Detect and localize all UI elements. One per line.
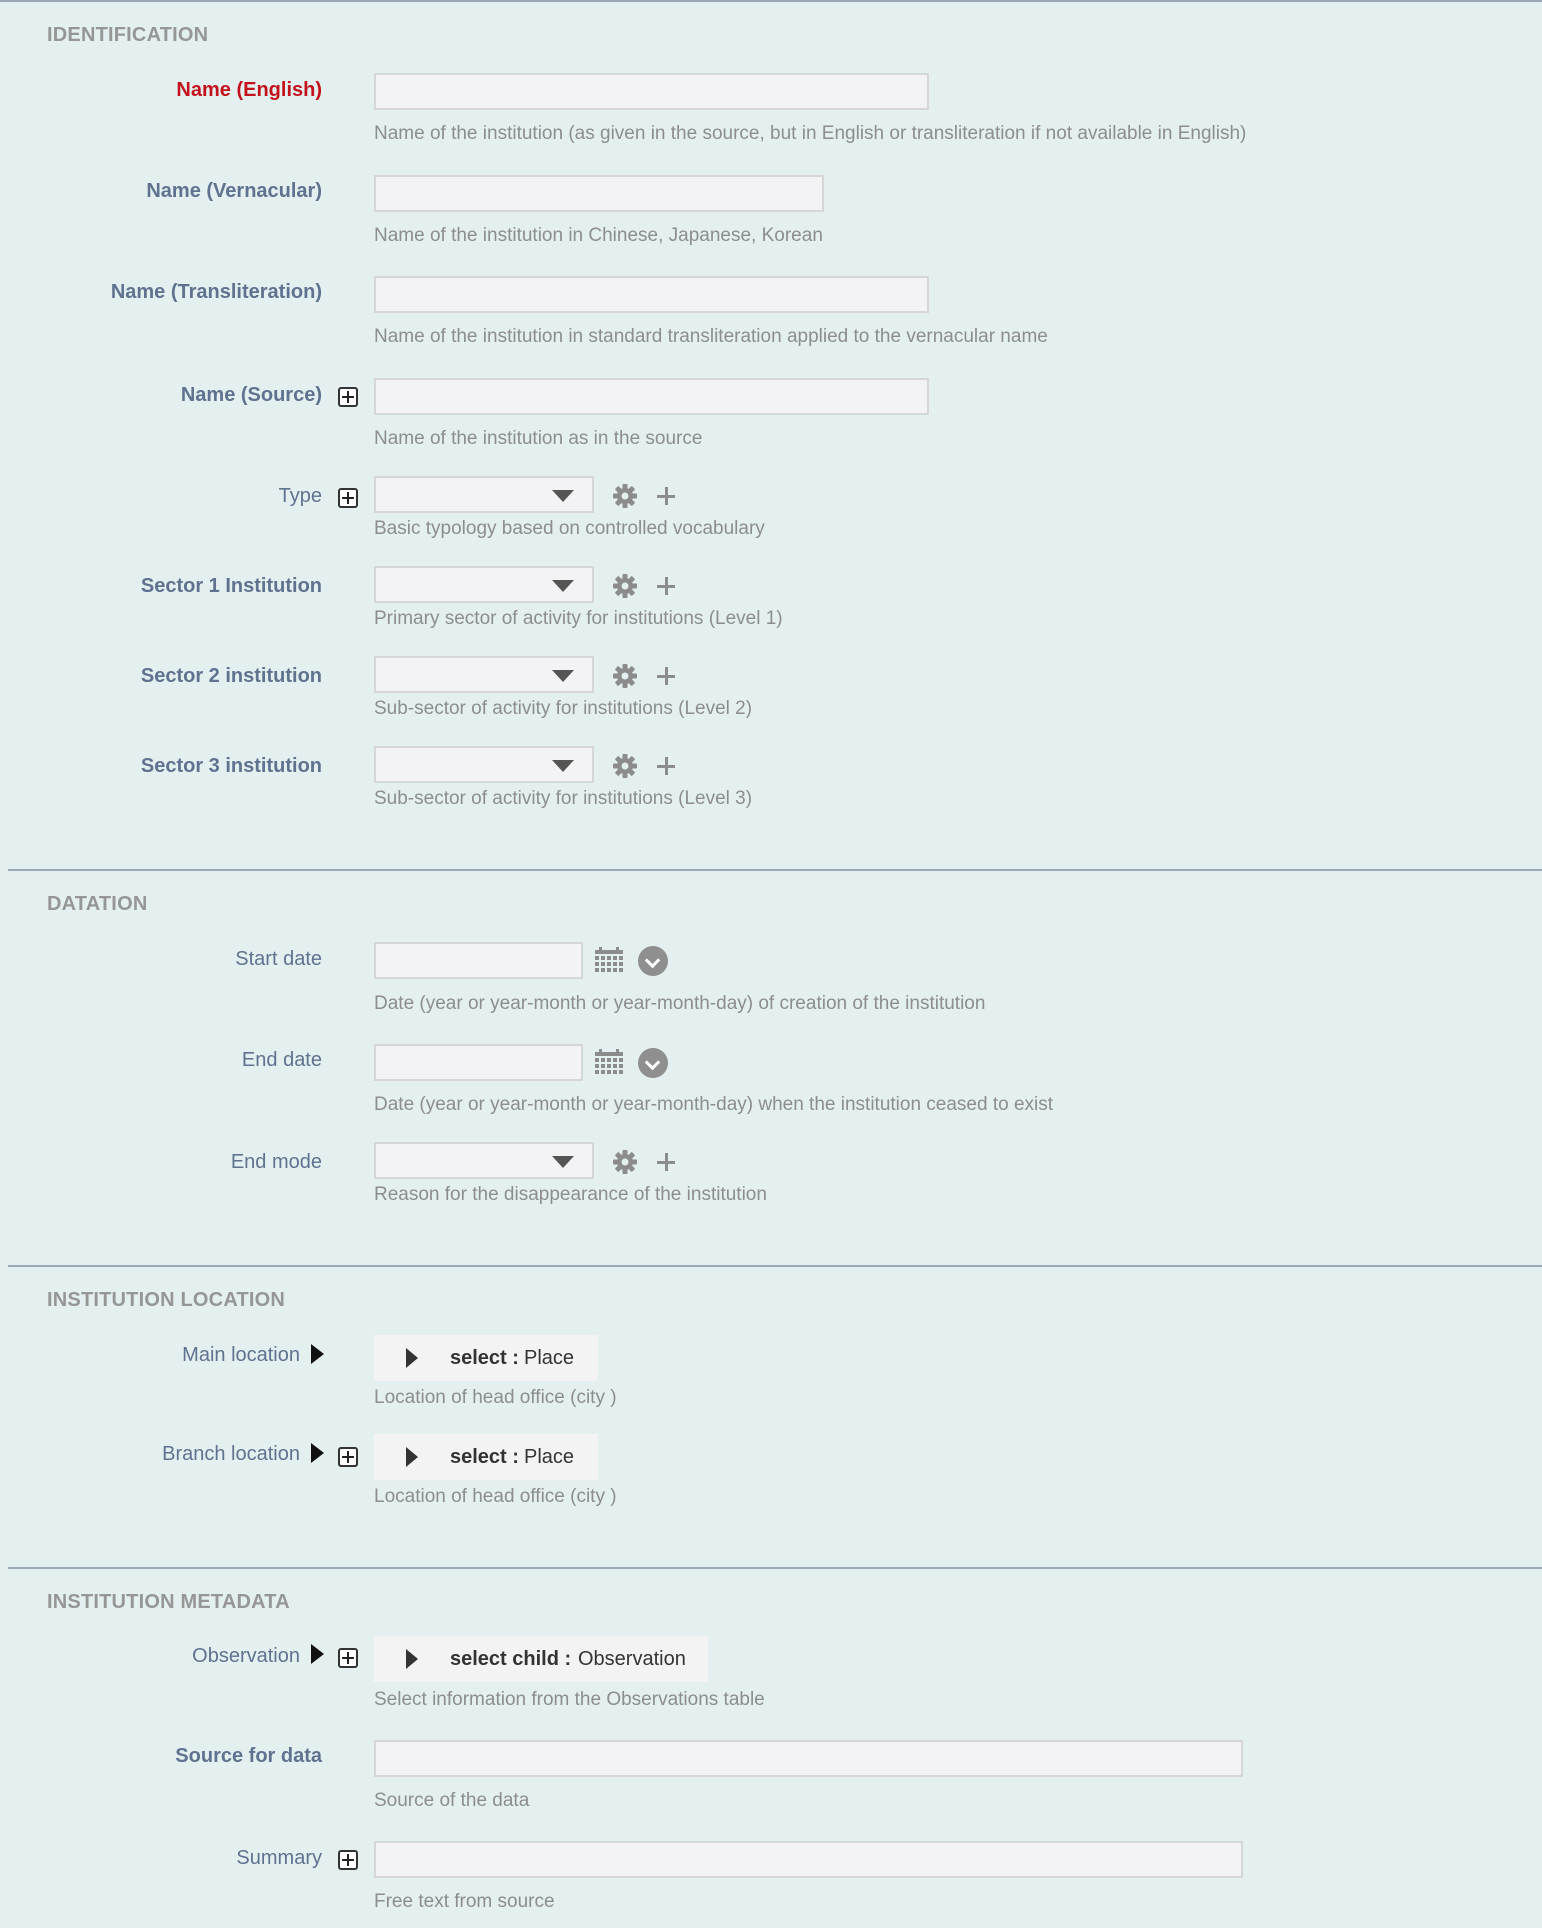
help-source-for-data: Source of the data <box>374 1790 530 1811</box>
select-value: Place <box>524 1347 575 1369</box>
section-title-location: INSTITUTION LOCATION <box>47 1289 286 1311</box>
add-name-source-box-plus-icon[interactable] <box>338 387 358 407</box>
type-gear-icon[interactable] <box>612 483 638 509</box>
chevron-down-icon <box>552 760 574 772</box>
branch-location-select-button[interactable] <box>374 1434 598 1480</box>
label-end-date: End date <box>241 1049 322 1071</box>
triangle-right-icon <box>406 1447 418 1467</box>
start-date-input[interactable] <box>374 942 583 979</box>
label-sector2: Sector 2 institution <box>140 665 322 687</box>
name-transliteration-input[interactable] <box>374 276 929 313</box>
main-location-triangle-right-icon[interactable] <box>311 1344 324 1364</box>
add-observation-box-plus-icon[interactable] <box>338 1648 358 1668</box>
help-name-english: Name of the institution (as given in the source, but in English or transliteration if not available in English) <box>374 123 1247 144</box>
name-english-input[interactable] <box>374 73 929 110</box>
label-start-date: Start date <box>235 948 322 970</box>
select-label: select child : <box>450 1648 572 1670</box>
label-name-transliteration: Name (Transliteration) <box>110 281 322 303</box>
sector3-plus-icon[interactable] <box>657 757 675 775</box>
sector1-select[interactable] <box>374 566 594 603</box>
sector3-gear-icon[interactable] <box>612 753 638 779</box>
section-divider <box>8 1567 1542 1569</box>
label-source-for-data: Source for data <box>175 1745 322 1767</box>
label-name-source: Name (Source) <box>180 384 322 406</box>
help-sector3: Sub-sector of activity for institutions (Level 3) <box>374 788 753 809</box>
help-name-source: Name of the institution as in the source <box>374 428 703 449</box>
select-label: select : <box>450 1446 519 1468</box>
label-branch-location: Branch location <box>162 1443 300 1465</box>
summary-input[interactable] <box>374 1841 1243 1878</box>
select-value: Observation <box>578 1648 686 1670</box>
label-name-vernacular: Name (Vernacular) <box>146 180 322 202</box>
select-label: select : <box>450 1347 519 1369</box>
source-for-data-input[interactable] <box>374 1740 1243 1777</box>
help-sector1: Primary sector of activity for institutions (Level 1) <box>374 608 783 629</box>
type-plus-icon[interactable] <box>657 487 675 505</box>
section-divider <box>8 869 1542 871</box>
help-end-mode: Reason for the disappearance of the institution <box>374 1184 767 1205</box>
type-select[interactable] <box>374 476 594 513</box>
main-location-select-button[interactable] <box>374 1335 598 1381</box>
chevron-down-icon <box>552 490 574 502</box>
add-type-box-plus-icon[interactable] <box>338 488 358 508</box>
select-value: Place <box>524 1446 575 1468</box>
sector2-select[interactable] <box>374 656 594 693</box>
label-sector3: Sector 3 institution <box>140 755 322 777</box>
observation-triangle-right-icon[interactable] <box>311 1644 324 1664</box>
start-date-chevron-down-circle-icon[interactable] <box>638 946 668 976</box>
end-date-input[interactable] <box>374 1044 583 1081</box>
help-summary: Free text from source <box>374 1891 555 1912</box>
label-type: Type <box>278 485 322 507</box>
label-main-location: Main location <box>182 1344 300 1366</box>
end-date-calendar-icon[interactable] <box>594 1048 624 1078</box>
help-start-date: Date (year or year-month or year-month-day) of creation of the institution <box>374 993 986 1014</box>
sector1-plus-icon[interactable] <box>657 577 675 595</box>
end-mode-select[interactable] <box>374 1142 594 1179</box>
name-vernacular-input[interactable] <box>374 175 824 212</box>
help-branch-location: Location of head office (city ) <box>374 1486 617 1507</box>
help-main-location: Location of head office (city ) <box>374 1387 617 1408</box>
label-observation: Observation <box>192 1645 300 1667</box>
triangle-right-icon <box>406 1348 418 1368</box>
branch-location-triangle-right-icon[interactable] <box>311 1443 324 1463</box>
name-source-input[interactable] <box>374 378 929 415</box>
triangle-right-icon <box>406 1649 418 1669</box>
label-summary: Summary <box>236 1847 322 1869</box>
add-summary-box-plus-icon[interactable] <box>338 1850 358 1870</box>
label-end-mode: End mode <box>230 1151 322 1173</box>
help-name-transliteration: Name of the institution in standard transliteration applied to the vernacular name <box>374 326 1048 347</box>
sector2-plus-icon[interactable] <box>657 667 675 685</box>
help-end-date: Date (year or year-month or year-month-day) when the institution ceased to exist <box>374 1094 1054 1115</box>
end-mode-plus-icon[interactable] <box>657 1153 675 1171</box>
sector3-select[interactable] <box>374 746 594 783</box>
section-divider <box>8 1265 1542 1267</box>
start-date-calendar-icon[interactable] <box>594 946 624 976</box>
end-mode-gear-icon[interactable] <box>612 1149 638 1175</box>
chevron-down-icon <box>552 1156 574 1168</box>
top-divider <box>0 0 1542 2</box>
help-sector2: Sub-sector of activity for institutions (Level 2) <box>374 698 753 719</box>
label-name-english: Name (English) <box>176 79 322 101</box>
help-observation: Select information from the Observations table <box>374 1689 765 1710</box>
section-title-metadata: INSTITUTION METADATA <box>47 1591 290 1613</box>
add-branch-location-box-plus-icon[interactable] <box>338 1447 358 1467</box>
section-title-datation: DATATION <box>47 893 148 915</box>
help-name-vernacular: Name of the institution in Chinese, Japanese, Korean <box>374 225 823 246</box>
sector2-gear-icon[interactable] <box>612 663 638 689</box>
help-type: Basic typology based on controlled vocabulary <box>374 518 765 539</box>
label-sector1: Sector 1 Institution <box>140 575 322 597</box>
section-title-identification: IDENTIFICATION <box>47 24 209 46</box>
sector1-gear-icon[interactable] <box>612 573 638 599</box>
chevron-down-icon <box>552 580 574 592</box>
chevron-down-icon <box>552 670 574 682</box>
end-date-chevron-down-circle-icon[interactable] <box>638 1048 668 1078</box>
observation-select-button[interactable] <box>374 1636 708 1682</box>
